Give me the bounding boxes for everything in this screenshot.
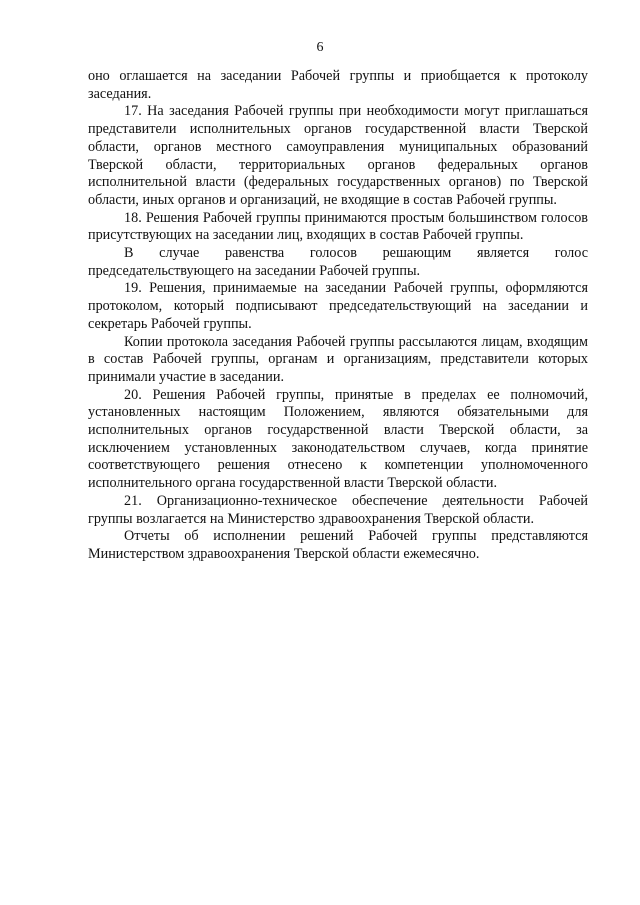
paragraph-8: 21. Организационно-техническое обеспечение деятельности Рабочей группы возлагается на Министерство здравоохранения Тверской области. [88, 492, 588, 527]
document-body [88, 68, 588, 564]
paragraph-7: 20. Решения Рабочей группы, принятые в пределах ее полномочий, установленных настоящим Положением, являются обязательными для исполнительных органов государственной власти Тверской области, за исключением установленных законодательством случаев, когда принятие соответствующего решения отнесено к компетенции уполномоченного исполнительного органа государственной власти Тверской области. [88, 386, 588, 492]
paragraph-6: Копии протокола заседания Рабочей группы рассылаются лицам, входящим в состав Рабочей группы, органам и организациям, представители которых принимали участие в заседании. [88, 333, 588, 385]
paragraph-4: В случае равенства голосов решающим является голос председательствующего на заседании Рабочей группы. [88, 245, 588, 279]
paragraph-9: Отчеты об исполнении решений Рабочей группы представляются Министерством здравоохранения Тверской области ежемесячно. [88, 528, 588, 562]
paragraph-3: 18. Решения Рабочей группы принимаются простым большинством голосов присутствующих на заседании лиц, входящих в состав Рабочей группы. [88, 209, 588, 244]
paragraph-2: 17. На заседания Рабочей группы при необходимости могут приглашаться представители исполнительных органов государственной власти Тверской области, органов местного самоуправления муниципальных образований Тверской области, территориальных органов федеральных органов исполнительной власти (федеральных государственных органов) по Тверской области, иных органов и организаций, не входящие в состав Рабочей группы. [88, 103, 588, 208]
paragraph-1: оно оглашается на заседании Рабочей группы и приобщается к протоколу заседания. [88, 68, 588, 102]
page-number: 6 [316, 40, 324, 55]
paragraph-5: 19. Решения, принимаемые на заседании Рабочей группы, оформляются протоколом, который подписывают председательствующий на заседании и секретарь Рабочей группы. [88, 280, 588, 332]
